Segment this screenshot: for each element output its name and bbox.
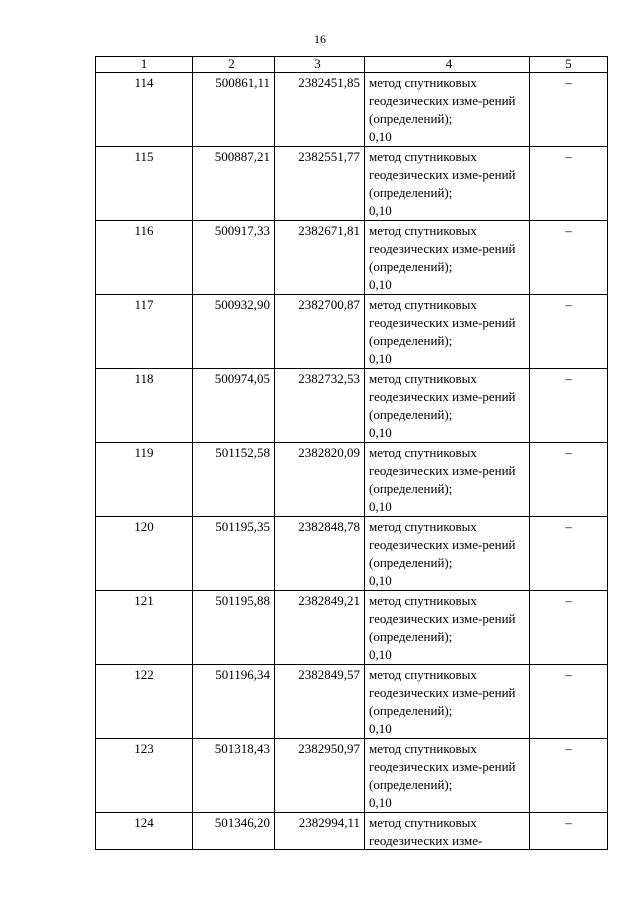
y-coordinate-cell: 2382820,09	[275, 443, 365, 517]
accuracy-value: 0,10	[369, 129, 392, 144]
note-cell: –	[530, 221, 608, 295]
note-cell: –	[530, 813, 608, 850]
note-cell: –	[530, 73, 608, 147]
table-row	[96, 73, 608, 147]
column-header-4: 4	[365, 57, 530, 73]
x-coordinate-cell: 500974,05	[193, 369, 275, 443]
table-row	[96, 369, 608, 443]
point-number-cell: 115	[96, 147, 193, 221]
method-cell	[365, 73, 530, 147]
y-coordinate-cell: 2382732,53	[275, 369, 365, 443]
x-coordinate-cell: 501196,34	[193, 665, 275, 739]
note-cell: –	[530, 591, 608, 665]
method-cell	[365, 295, 530, 369]
accuracy-value: 0,10	[369, 203, 392, 218]
note-cell: –	[530, 295, 608, 369]
table-row	[96, 665, 608, 739]
method-text: метод спутниковых геодезических изме-рений (определений);	[369, 297, 516, 348]
accuracy-value: 0,10	[369, 573, 392, 588]
x-coordinate-cell: 500887,21	[193, 147, 275, 221]
column-header-3: 3	[275, 57, 365, 73]
point-number-cell: 120	[96, 517, 193, 591]
header-row	[96, 57, 608, 73]
accuracy-value: 0,10	[369, 499, 392, 514]
page-number: 16	[314, 32, 326, 46]
accuracy-value: 0,10	[369, 277, 392, 292]
note-cell: –	[530, 517, 608, 591]
x-coordinate-cell: 500861,11	[193, 73, 275, 147]
table-row	[96, 295, 608, 369]
table-row	[96, 443, 608, 517]
x-coordinate-cell: 501195,88	[193, 591, 275, 665]
y-coordinate-cell: 2382994,11	[275, 813, 365, 850]
x-coordinate-cell: 500917,33	[193, 221, 275, 295]
method-cell	[365, 591, 530, 665]
table-row	[96, 813, 608, 850]
column-header-1: 1	[96, 57, 193, 73]
table-row	[96, 591, 608, 665]
method-text: метод спутниковых геодезических изме-рений (определений);	[369, 519, 516, 570]
accuracy-value: 0,10	[369, 647, 392, 662]
method-cell	[365, 221, 530, 295]
y-coordinate-cell: 2382551,77	[275, 147, 365, 221]
method-text: метод спутниковых геодезических изме-рений (определений);	[369, 593, 516, 644]
column-header-5: 5	[530, 57, 608, 73]
accuracy-value: 0,10	[369, 351, 392, 366]
y-coordinate-cell: 2382950,97	[275, 739, 365, 813]
point-number-cell: 121	[96, 591, 193, 665]
point-number-cell: 123	[96, 739, 193, 813]
y-coordinate-cell: 2382451,85	[275, 73, 365, 147]
method-text: метод спутниковых геодезических изме-рений (определений);	[369, 149, 516, 200]
y-coordinate-cell: 2382848,78	[275, 517, 365, 591]
x-coordinate-cell: 500932,90	[193, 295, 275, 369]
note-cell: –	[530, 369, 608, 443]
y-coordinate-cell: 2382849,57	[275, 665, 365, 739]
point-number-cell: 117	[96, 295, 193, 369]
method-cell	[365, 665, 530, 739]
method-text: метод спутниковых геодезических изме-рений (определений);	[369, 445, 516, 496]
point-number-cell: 114	[96, 73, 193, 147]
method-text: метод спутниковых геодезических изме-	[369, 815, 483, 848]
point-number-cell: 122	[96, 665, 193, 739]
point-number-cell: 119	[96, 443, 193, 517]
table-row	[96, 221, 608, 295]
method-text: метод спутниковых геодезических изме-рений (определений);	[369, 667, 516, 718]
method-text: метод спутниковых геодезических изме-рений (определений);	[369, 371, 516, 422]
method-cell	[365, 739, 530, 813]
note-cell: –	[530, 665, 608, 739]
x-coordinate-cell: 501195,35	[193, 517, 275, 591]
x-coordinate-cell: 501318,43	[193, 739, 275, 813]
note-cell: –	[530, 739, 608, 813]
coordinates-table	[95, 56, 608, 850]
x-coordinate-cell: 501152,58	[193, 443, 275, 517]
method-cell	[365, 443, 530, 517]
method-text: метод спутниковых геодезических изме-рений (определений);	[369, 223, 516, 274]
point-number-cell: 116	[96, 221, 193, 295]
method-cell	[365, 369, 530, 443]
table-row	[96, 517, 608, 591]
method-cell	[365, 147, 530, 221]
accuracy-value: 0,10	[369, 795, 392, 810]
y-coordinate-cell: 2382700,87	[275, 295, 365, 369]
x-coordinate-cell: 501346,20	[193, 813, 275, 850]
table-row	[96, 147, 608, 221]
note-cell: –	[530, 443, 608, 517]
method-cell	[365, 813, 530, 850]
method-text: метод спутниковых геодезических изме-рений (определений);	[369, 75, 516, 126]
point-number-cell: 124	[96, 813, 193, 850]
note-cell: –	[530, 147, 608, 221]
method-text: метод спутниковых геодезических изме-рений (определений);	[369, 741, 516, 792]
y-coordinate-cell: 2382671,81	[275, 221, 365, 295]
column-header-2: 2	[193, 57, 275, 73]
y-coordinate-cell: 2382849,21	[275, 591, 365, 665]
method-cell	[365, 517, 530, 591]
table-row	[96, 739, 608, 813]
accuracy-value: 0,10	[369, 425, 392, 440]
accuracy-value: 0,10	[369, 721, 392, 736]
point-number-cell: 118	[96, 369, 193, 443]
